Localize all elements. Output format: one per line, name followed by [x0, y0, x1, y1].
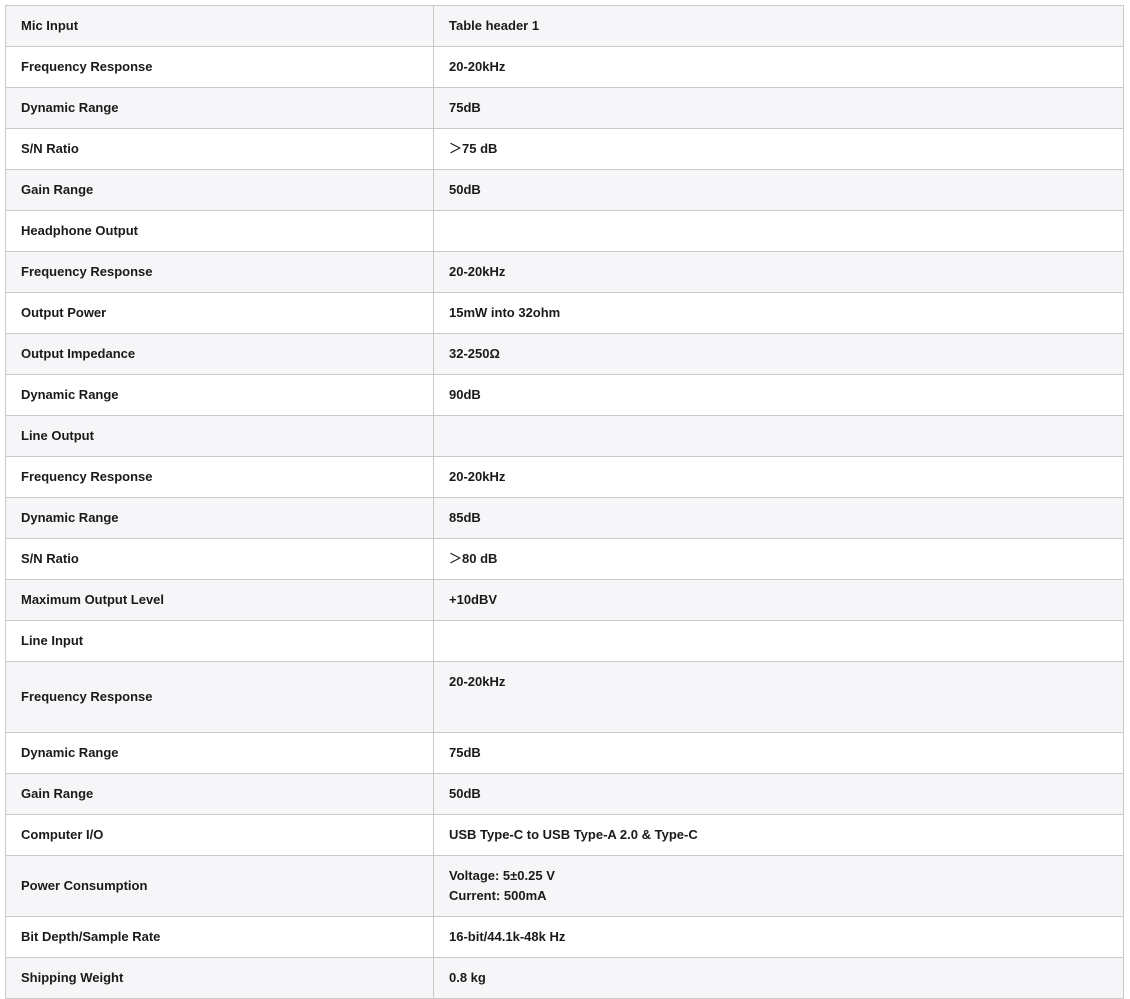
spec-label: Frequency Response	[6, 662, 434, 733]
table-row	[6, 662, 1124, 733]
section-row-line-output	[6, 416, 1124, 457]
spec-value: USB Type-C to USB Type-A 2.0 & Type-C	[434, 815, 1124, 856]
voltage-value: Voltage: 5±0.25 V	[449, 868, 555, 883]
table-row	[6, 334, 1124, 375]
table-row	[6, 917, 1124, 958]
section-label: Line Input	[6, 621, 434, 662]
spec-table	[5, 5, 1124, 999]
spec-value	[434, 621, 1124, 662]
spec-label: Mic Input	[6, 6, 434, 47]
spec-value	[434, 211, 1124, 252]
spec-value: ＞75 dB	[434, 129, 1124, 170]
spec-label: Dynamic Range	[6, 733, 434, 774]
spec-table-container	[5, 5, 1123, 999]
table-row	[6, 498, 1124, 539]
spec-value: 32-250Ω	[434, 334, 1124, 375]
current-value: Current: 500mA	[449, 888, 547, 903]
spec-value: 50dB	[434, 170, 1124, 211]
table-row	[6, 815, 1124, 856]
spec-label: Power Consumption	[6, 856, 434, 917]
section-label: Headphone Output	[6, 211, 434, 252]
spec-label: Computer I/O	[6, 815, 434, 856]
table-row	[6, 774, 1124, 815]
spec-label: Output Power	[6, 293, 434, 334]
spec-value	[434, 416, 1124, 457]
spec-value: 50dB	[434, 774, 1124, 815]
spec-value: 20-20kHz	[434, 47, 1124, 88]
table-row	[6, 252, 1124, 293]
spec-value: 20-20kHz	[434, 457, 1124, 498]
section-row-line-input	[6, 621, 1124, 662]
spec-label: Frequency Response	[6, 252, 434, 293]
spec-label: Frequency Response	[6, 457, 434, 498]
spec-value: Table header 1	[434, 6, 1124, 47]
spec-value: 75dB	[434, 88, 1124, 129]
table-row	[6, 129, 1124, 170]
spec-label: Maximum Output Level	[6, 580, 434, 621]
spec-value-multiline	[434, 856, 1124, 917]
table-row	[6, 47, 1124, 88]
spec-value: 16-bit/44.1k-48k Hz	[434, 917, 1124, 958]
spec-value: ＞80 dB	[434, 539, 1124, 580]
spec-label: Frequency Response	[6, 47, 434, 88]
spec-label: Dynamic Range	[6, 498, 434, 539]
table-row	[6, 375, 1124, 416]
table-row	[6, 170, 1124, 211]
table-row	[6, 6, 1124, 47]
spec-value: 20-20kHz	[434, 252, 1124, 293]
spec-label: Dynamic Range	[6, 375, 434, 416]
spec-label: Gain Range	[6, 774, 434, 815]
table-row	[6, 856, 1124, 917]
spec-label: Shipping Weight	[6, 958, 434, 999]
spec-value: 90dB	[434, 375, 1124, 416]
table-row	[6, 958, 1124, 999]
spec-value: 85dB	[434, 498, 1124, 539]
table-row	[6, 293, 1124, 334]
section-label: Line Output	[6, 416, 434, 457]
table-row	[6, 457, 1124, 498]
spec-value: 15mW into 32ohm	[434, 293, 1124, 334]
table-row	[6, 88, 1124, 129]
spec-label: Gain Range	[6, 170, 434, 211]
spec-value: 20-20kHz	[434, 662, 1124, 733]
spec-value: 75dB	[434, 733, 1124, 774]
spec-label: Output Impedance	[6, 334, 434, 375]
spec-value: 0.8 kg	[434, 958, 1124, 999]
spec-value: +10dBV	[434, 580, 1124, 621]
spec-label: Dynamic Range	[6, 88, 434, 129]
spec-label: S/N Ratio	[6, 539, 434, 580]
table-row	[6, 580, 1124, 621]
table-row	[6, 733, 1124, 774]
spec-label: Bit Depth/Sample Rate	[6, 917, 434, 958]
spec-label: S/N Ratio	[6, 129, 434, 170]
section-row-headphone-output	[6, 211, 1124, 252]
table-row	[6, 539, 1124, 580]
